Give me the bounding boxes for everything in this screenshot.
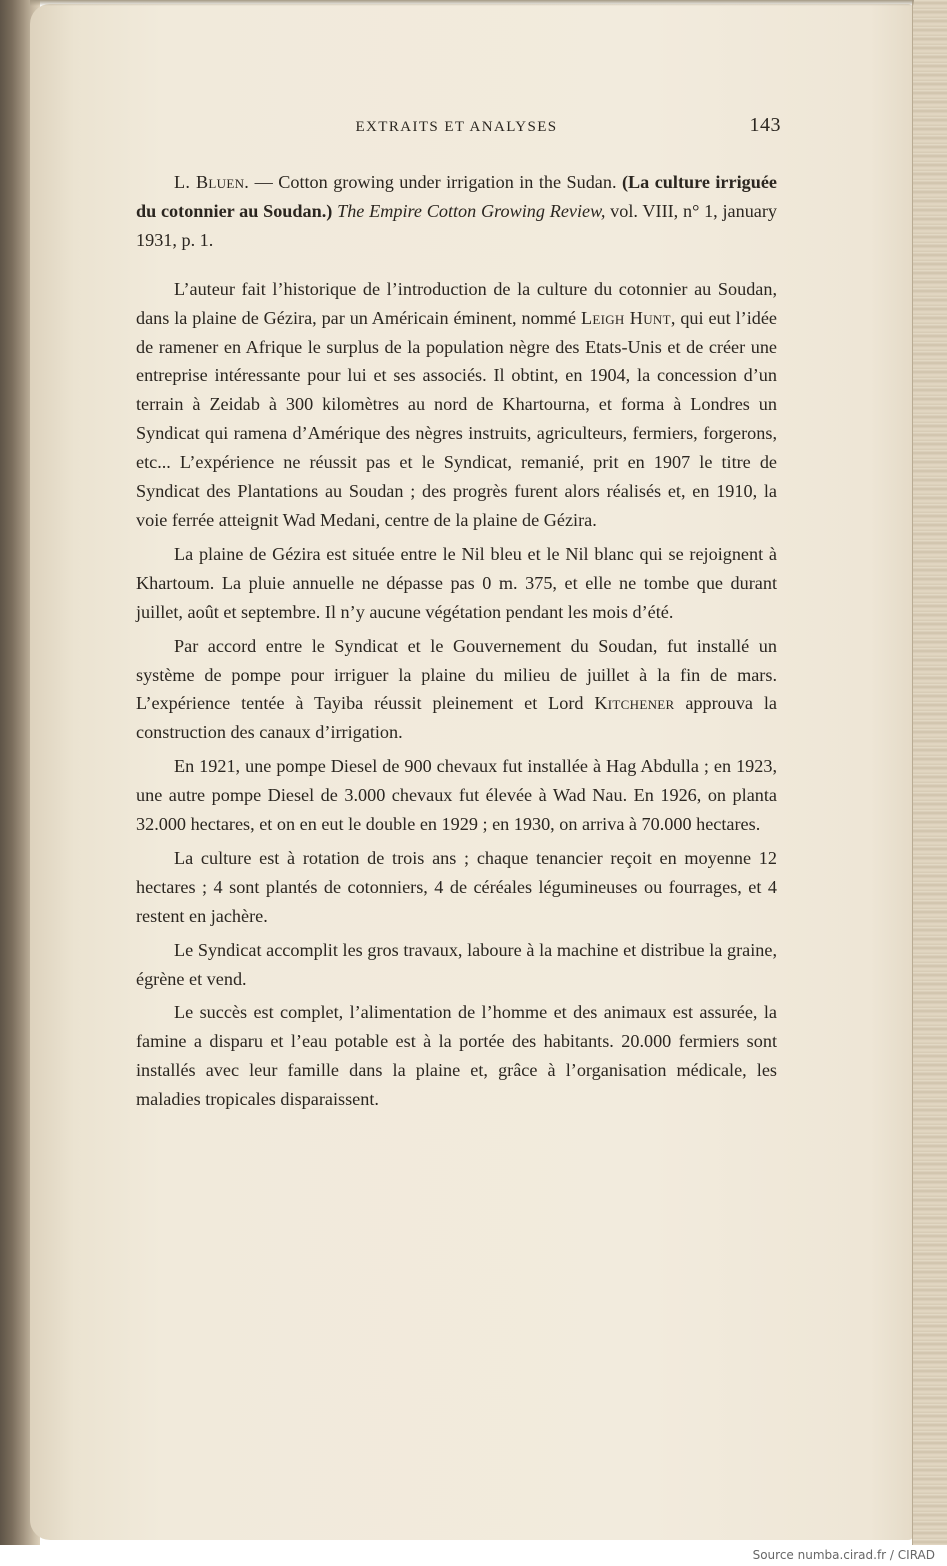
paragraph-1-part-b: , qui eut l’idée de ramener en Afrique le surplus de la population nègre des Etats-Unis et de créer une entreprise intéressante pour lui et ses associés. Il obtint, en 1904, la concession d’un terrain à Zeidab à 300 kilomètres au nord de Khartourna, et forma à Londres un Syndicat qui ramena d’Amérique des nègres instruits, agriculteurs, fermiers, forgerons, etc... L’expérience ne réussit pas et le Syndicat, remanié, prit en 1907 le titre de Syndicat des Plantations au Soudan ; des progrès furent alors réalisés et, en 1910, la voie ferrée atteignit Wad Medani, centre de la plaine de Gézira. (136, 307, 777, 530)
paragraph-3-part-b: approuva la construction des canaux d’irrigation. (136, 693, 778, 743)
citation-english-title: — Cotton growing under irrigation in the Sudan. (249, 172, 622, 192)
paragraph-6: Le Syndicat accomplit les gros travaux, laboure à la machine et distribue la graine, égrène et vend. (136, 939, 777, 989)
paragraph-5: La culture est à rotation de trois ans ; chaque tenancier reçoit en moyenne 12 hectares ; 4 sont plantés de cotonniers, 4 de céréales légumineuses ou fourrages, et 4 restent en jachère. (136, 847, 777, 926)
paragraph-7: Le succès est complet, l’alimentation de l’homme et des animaux est assurée, la famine a disparu et l’eau potable est à la portée des habitants. 20.000 fermiers sont installés avec leur famille dans la plaine et, grâce à l’organisation médicale, les maladies tropicales disparaissent. (136, 1002, 777, 1110)
paragraph-4: En 1921, une pompe Diesel de 900 chevaux fut installée à Hag Abdulla ; en 1923, une autre pompe Diesel de 3.000 chevaux fut élevée à Wad Nau. En 1926, on planta 32.000 hectares, et on en eut le double en 1929 ; en 1930, on arriva à 70.000 hectares. (136, 756, 777, 835)
citation-author: L. Bluen. (174, 172, 250, 192)
citation-details: vol. VIII, n° 1, january 1931, p. 1. (136, 200, 778, 250)
citation-entry (136, 168, 777, 255)
paragraph-3-part-a: Par accord entre le Syndicat et le Gouvernement du Soudan, fut installé un système de pompe pour irriguer la plaine du milieu de juillet à la fin de mars. L’expérience tentée à Tayiba réussit pleinement et Lord (136, 635, 777, 714)
person-name-leigh-hunt: Leigh Hunt (580, 307, 671, 328)
text-block (136, 114, 781, 1114)
citation-french-title: (La culture irriguée du cotonnier au Soudan.) (136, 172, 777, 221)
paragraph-3 (136, 632, 777, 748)
page-stack-edge-right (912, 0, 947, 1545)
source-credit: Source numba.cirad.fr / CIRAD (752, 1548, 935, 1562)
page-number: 143 (749, 114, 781, 136)
paragraph-2: La plaine de Gézira est située entre le Nil bleu et le Nil blanc qui se rejoignent à Khartoum. La pluie annuelle ne dépasse pas 0 m. 375, et elle ne tombe que durant juillet, août et septembre. Il n’y aucune végétation pendant les mois d’été. (136, 543, 777, 622)
paragraph-1 (136, 275, 777, 535)
person-name-kitchener: Kitchener (594, 693, 675, 714)
running-head (136, 114, 781, 146)
paragraph-1-part-a: L’auteur fait l’historique de l’introduction de la culture du cotonnier au Soudan, dans la plaine de Gézira, par un Américain éminent, nommé (136, 278, 777, 328)
top-shadow (30, 0, 914, 6)
citation-journal: The Empire Cotton Growing Review, (332, 200, 606, 221)
running-title: EXTRAITS ET ANALYSES (355, 119, 558, 135)
